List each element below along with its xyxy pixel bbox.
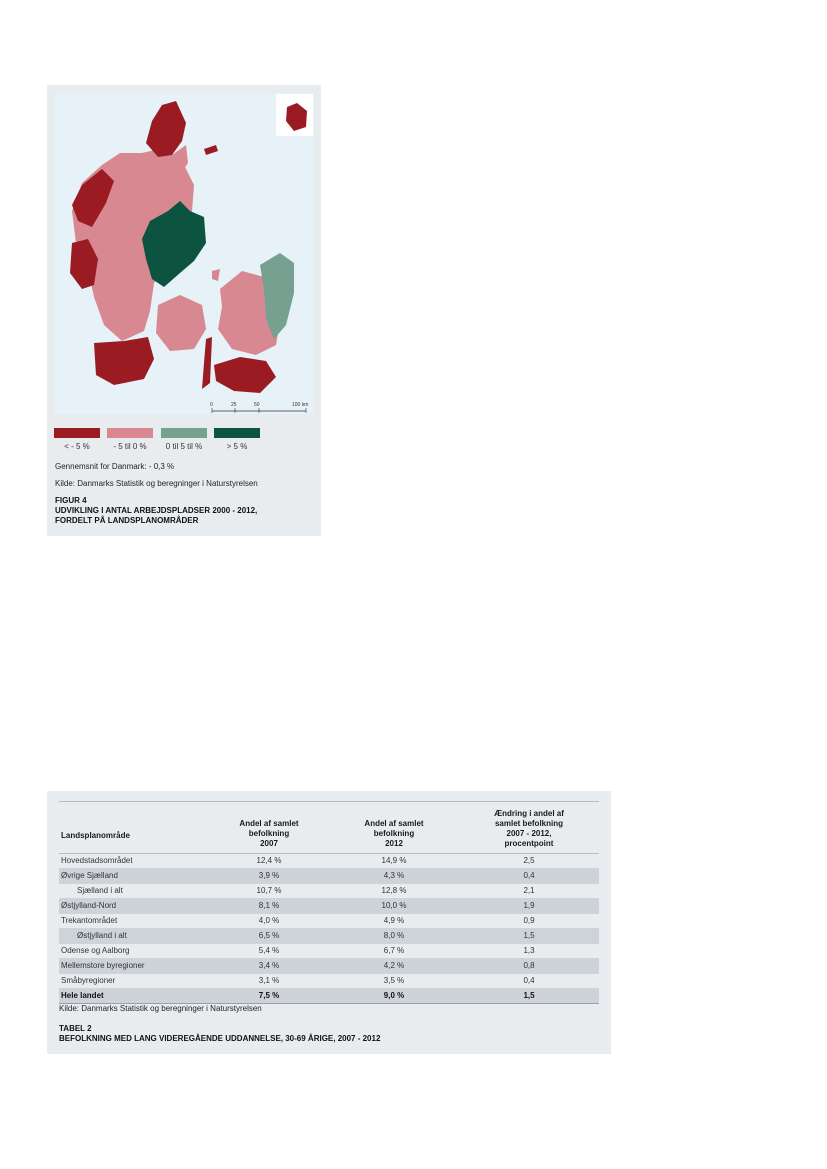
header-2007-line3: 2007 — [260, 839, 278, 848]
denmark-map — [54, 93, 314, 414]
table-caption-line1: BEFOLKNING MED LANG VIDEREGÅENDE UDDANNELSE, 30-69 ÅRIGE, 2007 - 2012 — [59, 1034, 381, 1043]
legend-label: - 5 til 0 % — [113, 442, 147, 451]
figure-caption-label: FIGUR 4 — [55, 496, 87, 505]
header-change-line2: samlet befolkning — [494, 819, 563, 828]
table-row — [59, 884, 599, 899]
row-label: Østjylland-Nord — [59, 899, 209, 914]
cell-change: 2,1 — [459, 884, 599, 899]
cell-2012: 9,0 % — [329, 989, 459, 1004]
header-2007-line1: Andel af samlet — [239, 819, 299, 828]
figure-caption-line1: UDVIKLING I ANTAL ARBEJDSPLADSER 2000 - 2012, — [55, 506, 258, 515]
cell-2012: 3,5 % — [329, 974, 459, 989]
table-panel — [47, 791, 611, 1054]
cell-2012: 4,9 % — [329, 914, 459, 929]
legend-item-below-minus5 — [54, 428, 100, 451]
cell-change: 2,5 — [459, 854, 599, 869]
legend-item-minus5-to-0 — [107, 428, 153, 451]
table-caption — [59, 1024, 380, 1044]
figure-caption — [55, 496, 257, 526]
cell-change: 1,5 — [459, 989, 599, 1004]
map-legend — [54, 428, 324, 458]
cell-2007: 5,4 % — [209, 944, 329, 959]
cell-2007: 7,5 % — [209, 989, 329, 1004]
scale-label-25: 25 — [231, 402, 237, 408]
cell-change: 1,5 — [459, 929, 599, 944]
cell-2007: 6,5 % — [209, 929, 329, 944]
table-row — [59, 914, 599, 929]
row-label: Øvrige Sjælland — [59, 869, 209, 884]
figure-source: Kilde: Danmarks Statistik og beregninger i Naturstyrelsen — [55, 479, 258, 488]
table-row — [59, 944, 599, 959]
cell-2007: 4,0 % — [209, 914, 329, 929]
scale-label-50: 50 — [254, 402, 260, 408]
row-label: Sjælland i alt — [59, 884, 209, 899]
data-table — [59, 801, 599, 1004]
cell-2007: 3,4 % — [209, 959, 329, 974]
cell-2007: 8,1 % — [209, 899, 329, 914]
cell-2012: 12,8 % — [329, 884, 459, 899]
table-row — [59, 899, 599, 914]
row-label: Hele landet — [59, 989, 209, 1004]
cell-2007: 3,9 % — [209, 869, 329, 884]
table-row — [59, 974, 599, 989]
map-svg — [54, 93, 314, 414]
legend-label: > 5 % — [226, 442, 248, 451]
table-row — [59, 854, 599, 869]
table-row — [59, 869, 599, 884]
cell-change: 0,4 — [459, 974, 599, 989]
header-2007-line2: befolkning — [248, 829, 290, 838]
header-change-line1: Ændring i andel af — [494, 809, 564, 818]
legend-label: 0 til 5 til % — [165, 442, 203, 451]
table-row-total — [59, 989, 599, 1004]
cell-change: 0,8 — [459, 959, 599, 974]
table-header-row — [59, 802, 599, 854]
cell-2012: 4,2 % — [329, 959, 459, 974]
legend-item-0-to-5 — [161, 428, 207, 451]
cell-change: 1,3 — [459, 944, 599, 959]
cell-2012: 8,0 % — [329, 929, 459, 944]
legend-label: < - 5 % — [64, 442, 90, 451]
header-change — [459, 802, 599, 854]
cell-change: 0,9 — [459, 914, 599, 929]
scale-label-0: 0 — [210, 402, 213, 408]
figure-caption-line2: FORDELT PÅ LANDSPLANOMRÅDER — [55, 516, 199, 525]
cell-2012: 14,9 % — [329, 854, 459, 869]
scale-label-100: 100 km — [292, 402, 309, 408]
table-source: Kilde: Danmarks Statistik og beregninger i Naturstyrelsen — [59, 1004, 262, 1013]
table-row — [59, 959, 599, 974]
row-label: Mellemstore byregioner — [59, 959, 209, 974]
header-2012-line1: Andel af samlet — [364, 819, 424, 828]
cell-2012: 10,0 % — [329, 899, 459, 914]
cell-2007: 3,1 % — [209, 974, 329, 989]
row-label: Småbyregioner — [59, 974, 209, 989]
header-2012-line2: befolkning — [373, 829, 415, 838]
legend-swatch — [161, 428, 207, 438]
row-label: Trekantområdet — [59, 914, 209, 929]
header-change-line3: 2007 - 2012, — [506, 829, 552, 838]
row-label: Hovedstadsområdet — [59, 854, 209, 869]
header-landsplanomrade: Landsplanområde — [59, 802, 209, 854]
header-change-line4: procentpoint — [504, 839, 554, 848]
cell-2007: 12,4 % — [209, 854, 329, 869]
table-row — [59, 929, 599, 944]
cell-2012: 6,7 % — [329, 944, 459, 959]
figure-panel — [47, 85, 321, 536]
average-note: Gennemsnit for Danmark: - 0,3 % — [55, 462, 175, 471]
cell-change: 0,4 — [459, 869, 599, 884]
legend-swatch — [107, 428, 153, 438]
cell-change: 1,9 — [459, 899, 599, 914]
legend-swatch — [54, 428, 100, 438]
header-2007 — [209, 802, 329, 854]
header-2012-line3: 2012 — [385, 839, 403, 848]
row-label: Odense og Aalborg — [59, 944, 209, 959]
cell-2012: 4,3 % — [329, 869, 459, 884]
legend-swatch — [214, 428, 260, 438]
header-2012 — [329, 802, 459, 854]
row-label: Østjylland i alt — [59, 929, 209, 944]
cell-2007: 10,7 % — [209, 884, 329, 899]
legend-item-above-5 — [214, 428, 260, 451]
table-caption-label: TABEL 2 — [59, 1024, 92, 1033]
